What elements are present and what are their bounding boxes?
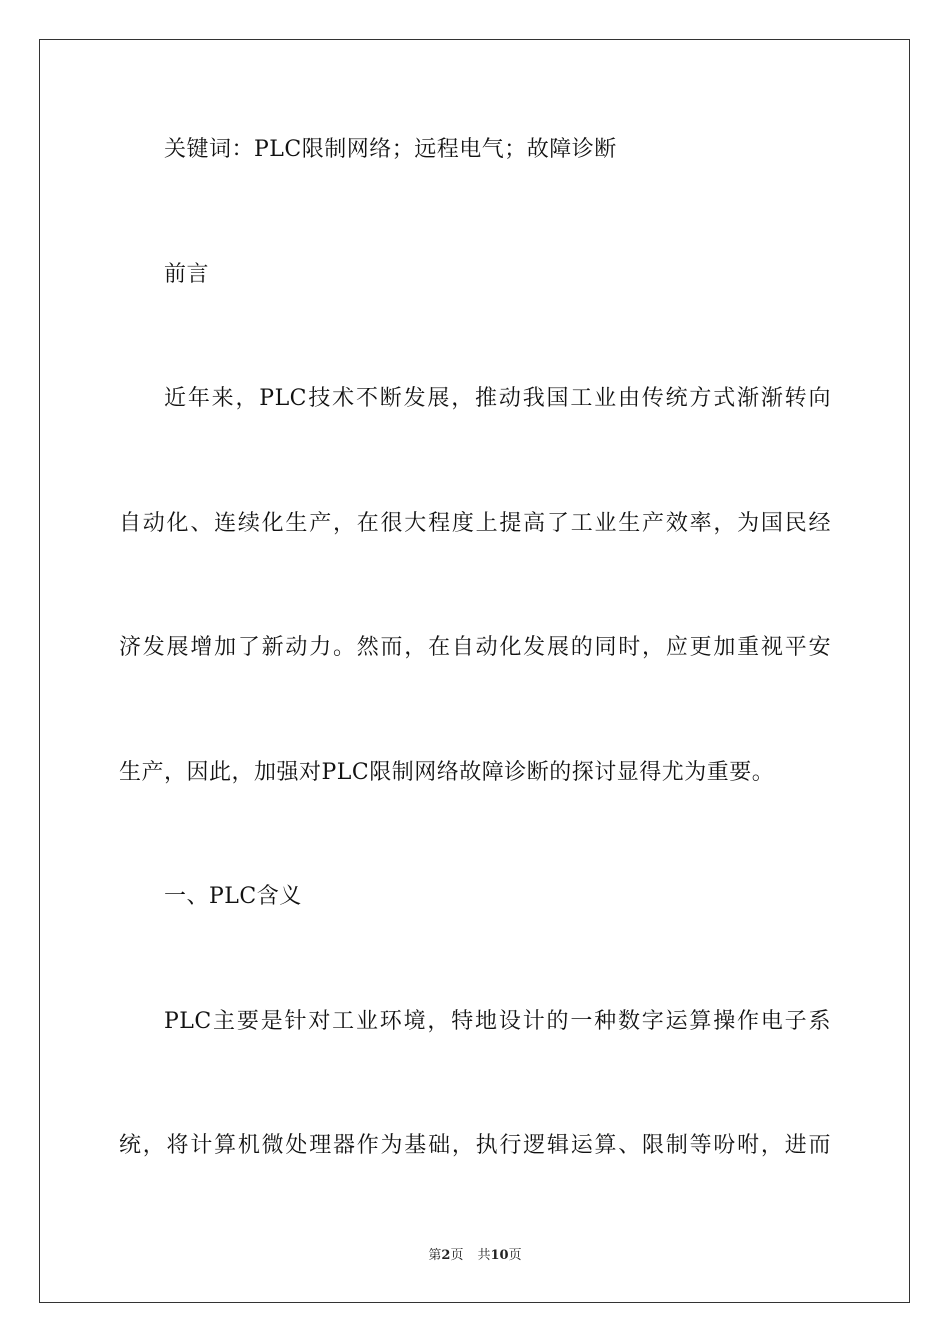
footer-page-prefix: 第 (428, 1248, 442, 1263)
paragraph1-line4: 生产，因此，加强对PLC限制网络故障诊断的探讨显得尤为重要。 (119, 760, 775, 785)
keywords-line: 关键词：PLC限制网络；远程电气；故障诊断 (164, 137, 617, 162)
page-border (39, 39, 910, 1303)
paragraph1-line1: 近年来，PLC技术不断发展，推动我国工业由传统方式渐渐转向 (164, 386, 831, 411)
paragraph2-line2: 统，将计算机微处理器作为基础，执行逻辑运算、限制等吩咐，进而 (119, 1133, 831, 1158)
footer-page-suffix: 页 (450, 1248, 464, 1263)
paragraph1-line3: 济发展增加了新动力。然而，在自动化发展的同时，应更加重视平安 (119, 635, 831, 660)
preface-heading: 前言 (164, 262, 210, 287)
footer-total-suffix: 页 (508, 1248, 522, 1263)
section1-heading: 一、PLC含义 (164, 884, 302, 909)
paragraph2-line1: PLC主要是针对工业环境，特地设计的一种数字运算操作电子系 (164, 1009, 831, 1034)
footer-total-pages: 10 (490, 1248, 509, 1263)
footer-page-number: 2 (441, 1248, 451, 1263)
footer-total-prefix: 共 (477, 1248, 491, 1263)
page-footer (0, 1248, 950, 1264)
paragraph1-line2: 自动化、连续化生产，在很大程度上提高了工业生产效率，为国民经 (119, 511, 831, 536)
